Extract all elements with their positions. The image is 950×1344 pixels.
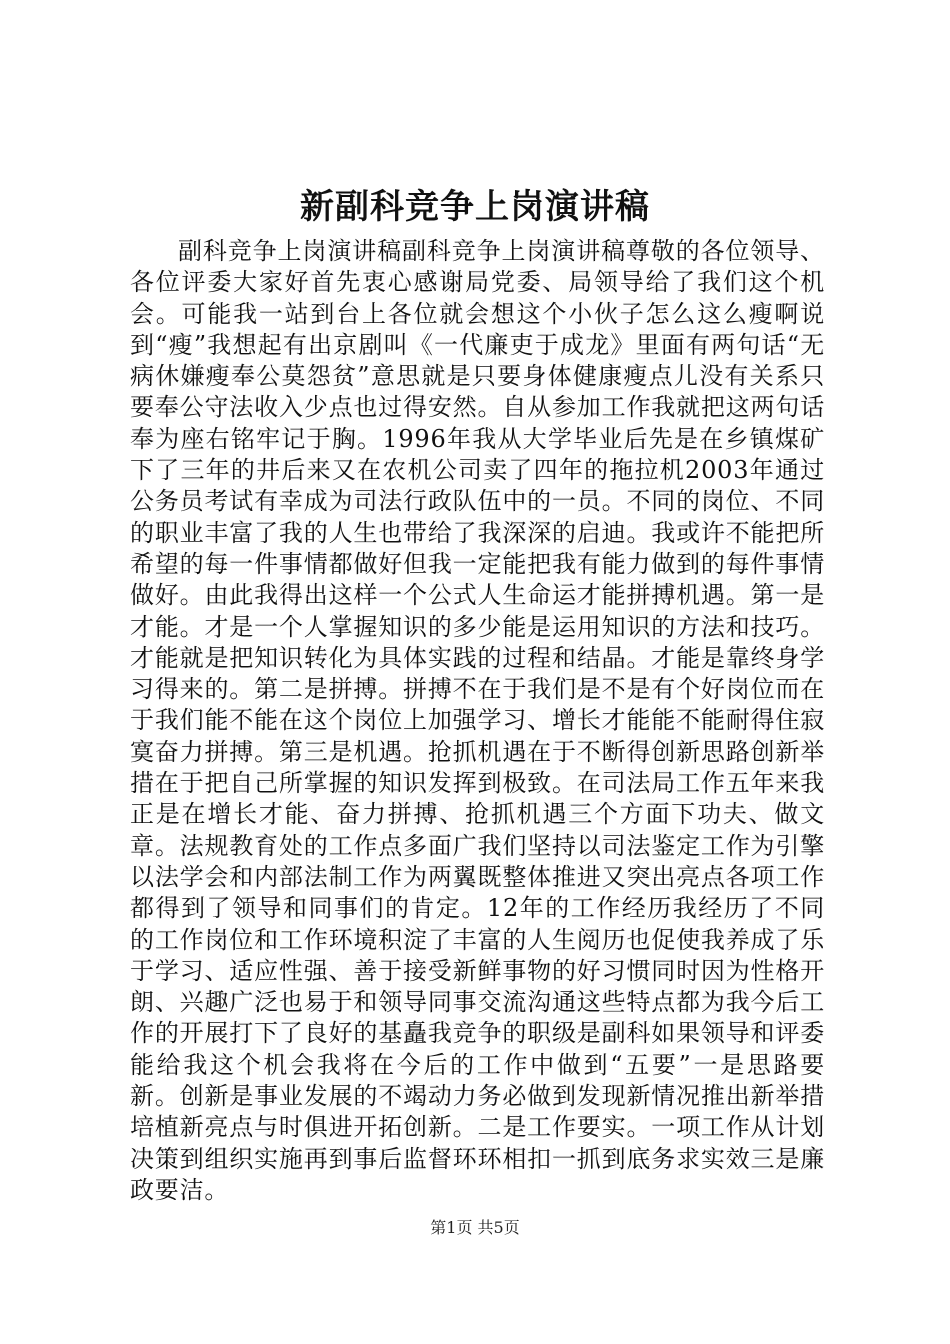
document-title: 新副科竞争上岗演讲稿 bbox=[300, 187, 650, 227]
page-number-footer: 第1页 共5页 bbox=[430, 1218, 520, 1237]
document-body: 副科竞争上岗演讲稿副科竞争上岗演讲稿尊敬的各位领导、各位评委大家好首先衷心感谢局党委、局领导给了我们这个机会。可能我一站到台上各位就会想这个小伙子怎么这么瘦啊说到“瘦”我想起有出京剧叫《一代廉吏于成龙》里面有两句话“无病休嫌瘦奉公莫怨贫”意思就是只要身体健康瘦点儿没有关系只要奉公守法收入少点也过得安然。自从参加工作我就把这两句话奉为座右铭牢记于胸。1996年我从大学毕业后先是在乡镇煤矿下了三年的井后来又在农机公司卖了四年的拖拉机2003年通过公务员考试有幸成为司法行政队伍中的一员。不同的岗位、不同的职业丰富了我的人生也带给了我深深的启迪。我或许不能把所希望的每一件事情都做好但我一定能把我有能力做到的每件事情做好。由此我得出这样一个公式人生命运才能拼搏机遇。第一是才能。才是一个人掌握知识的多少能是运用知识的方法和技巧。才能就是把知识转化为具体实践的过程和结晶。才能是靠终身学习得来的。第二是拼搏。拼搏不在于我们是不是有个好岗位而在于我们能不能在这个岗位上加强学习、增长才能能不能耐得住寂寞奋力拼搏。第三是机遇。抢抓机遇在于不断得创新思路创新举措在于把自己所掌握的知识发挥到极致。在司法局工作五年来我正是在增长才能、奋力拼搏、抢抓机遇三个方面下功夫、做文章。法规教育处的工作点多面广我们坚持以司法鉴定工作为引擎以法学会和内部法制工作为两翼既整体推进又突出亮点各项工作都得到了领导和同事们的肯定。12年的工作经历我经历了不同的工作岗位和工作环境积淀了丰富的人生阅历也促使我养成了乐于学习、适应性强、善于接受新鲜事物的好习惯同时因为性格开朗、兴趣广泛也易于和领导同事交流沟通这些特点都为我今后工作的开展打下了良好的基矗我竞争的职级是副科如果领导和评委能给我这个机会我将在今后的工作中做到“五要”一是思路要新。创新是事业发展的不竭动力务必做到发现新情况推出新举措培植新亮点与时俱进开拓创新。二是工作要实。一项工作从计划决策到组织实施再到事后监督环环相扣一抓到底务求实效三是廉政要洁。 bbox=[130, 237, 825, 1204]
